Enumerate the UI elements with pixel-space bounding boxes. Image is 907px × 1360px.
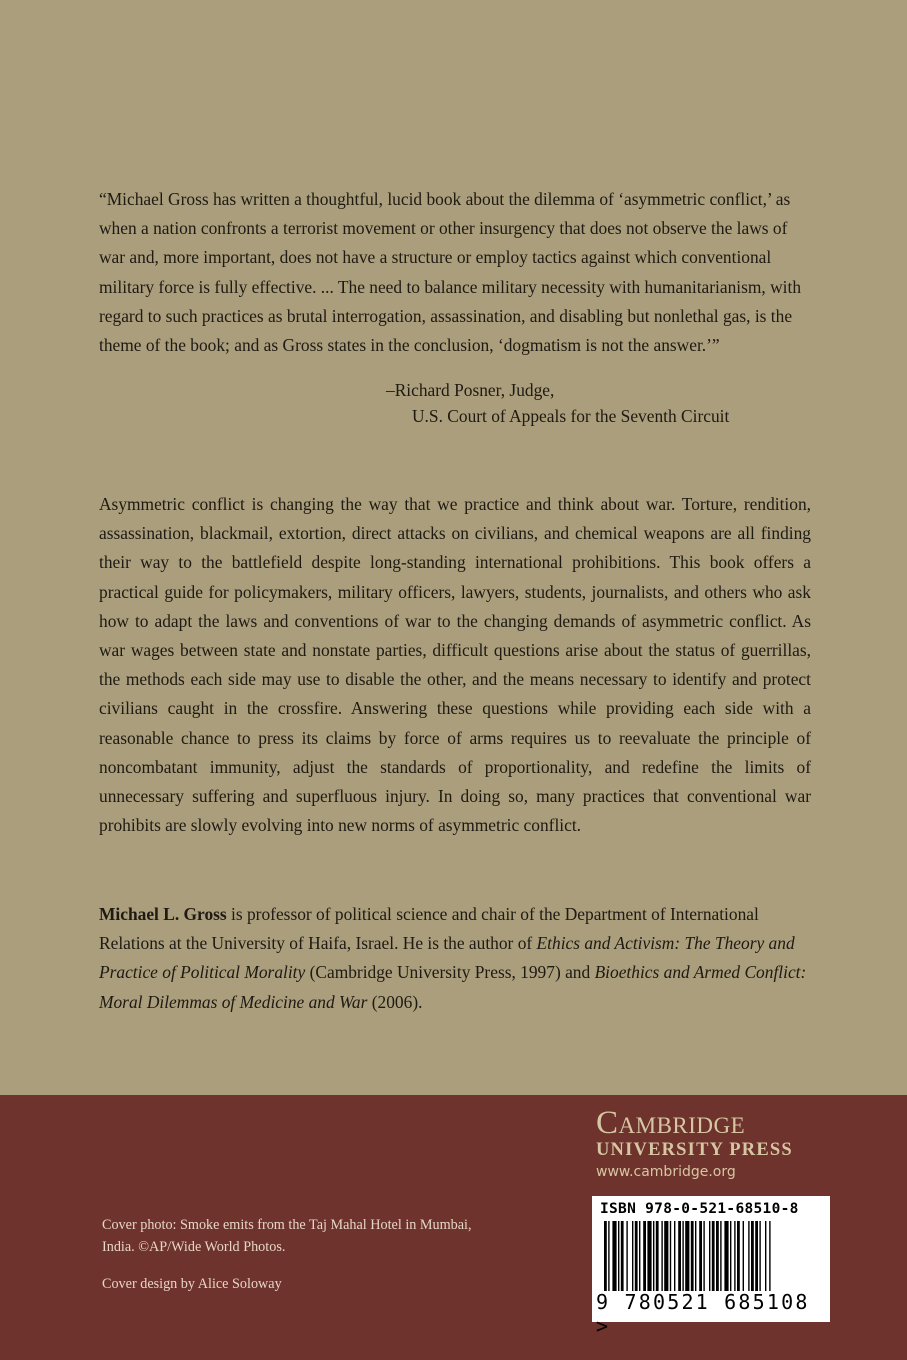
barcode-bar — [769, 1221, 770, 1291]
cover-design-credit: Cover design by Alice Soloway — [102, 1276, 282, 1292]
quote-attribution-title: U.S. Court of Appeals for the Seventh Circuit — [412, 406, 730, 426]
barcode-bar — [670, 1221, 671, 1291]
barcode-bar — [653, 1221, 654, 1291]
barcode-bar — [632, 1221, 633, 1291]
barcode-bar — [674, 1221, 675, 1291]
bio-text-3: (2006). — [367, 991, 423, 1012]
bio-text-1: is professor of political science and chair of the Department of International Relations at the University of Haifa, Israel. He is the author of — [99, 904, 759, 954]
bio-text-2: (Cambridge University Press, 1997) and — [305, 962, 595, 983]
publisher-logo — [596, 1104, 836, 1182]
endorsement-quote: “Michael Gross has written a thoughtful, lucid book about the dilemma of ‘asymmetric conflict,’ as when a nation confronts a terrorist movement or other insurgency that does not observe the laws of war and, more important, does not have a structure or employ tactics against which conventional military force is fully effective. ... The need to balance military necessity with humanitarianism, with regard to such practices as brutal interrogation, assassination, and disabling but nonlethal gas, is the theme of the book; and as Gross states in the conclusion, ‘dogmatism is not the answer.’” — [99, 189, 802, 356]
barcode-bar — [678, 1221, 681, 1291]
barcode-bar — [612, 1221, 616, 1291]
quote-attribution-name: –Richard Posner, Judge, — [386, 380, 555, 400]
barcode-bar — [691, 1221, 694, 1291]
barcode-bar — [699, 1221, 702, 1291]
author-name: Michael L. Gross — [99, 904, 227, 924]
bio-book-2: Bioethics and Armed Conflict: Moral Dilemmas of Medicine and War — [99, 962, 807, 1012]
isbn-digits: 9 780521 685108 > — [596, 1290, 810, 1338]
barcode-bar — [734, 1221, 735, 1291]
barcode-bar — [724, 1221, 728, 1291]
barcode-bar — [748, 1221, 749, 1291]
barcode-bar — [716, 1221, 719, 1291]
cover-photo-credit: Cover photo: Smoke emits from the Taj Mahal Hotel in Mumbai, India. ©AP/Wide World Photos. — [102, 1217, 472, 1255]
barcode-bar — [685, 1221, 689, 1291]
bio-book-1: Ethics and Activism: The Theory and Practice of Political Morality — [99, 933, 795, 983]
barcode-bar — [635, 1221, 638, 1291]
barcode-bar — [709, 1221, 710, 1291]
barcode-bar — [626, 1221, 627, 1291]
barcode-bar — [743, 1221, 744, 1291]
author-bio — [99, 900, 811, 1017]
publisher-url: www.cambridge.org — [596, 1164, 736, 1180]
barcode-bar — [656, 1221, 659, 1291]
barcode-bar — [639, 1221, 640, 1291]
isbn-label: ISBN 978-0-521-68510-8 — [600, 1201, 799, 1217]
barcode-bar — [647, 1221, 651, 1291]
barcode-bar — [664, 1221, 668, 1291]
publisher-name: Cambridge — [596, 1105, 746, 1141]
barcode-bar — [730, 1221, 731, 1291]
barcode-bar — [755, 1221, 758, 1291]
barcode-bar — [621, 1221, 624, 1291]
barcode-bar — [604, 1221, 607, 1291]
barcode-bar — [759, 1221, 760, 1291]
barcode-bar — [720, 1221, 721, 1291]
barcode-bar — [751, 1221, 754, 1291]
barcode-bar — [695, 1221, 696, 1291]
isbn-barcode — [592, 1196, 830, 1338]
barcode-bar — [712, 1221, 715, 1291]
publisher-press: UNIVERSITY PRESS — [596, 1140, 793, 1160]
barcode-bar — [643, 1221, 646, 1291]
barcode-bar — [737, 1221, 740, 1291]
barcode-bar — [703, 1221, 704, 1291]
barcode-bar — [765, 1221, 766, 1291]
barcode-bar — [661, 1221, 662, 1291]
barcode-bars — [604, 1221, 816, 1291]
barcode-bar — [618, 1221, 619, 1291]
barcode-bar — [608, 1221, 609, 1291]
barcode-bar — [682, 1221, 683, 1291]
book-description: Asymmetric conflict is changing the way that we practice and think about war. Torture, rendition, assassination, blackmail, extortion, direct attacks on civilians, and chemical weapons are all finding their way to the battlefield despite long-standing international prohibitions. This book offers a practical guide for policymakers, military officers, lawyers, students, journalists, and others who ask how to adapt the laws and conventions of war to the changing demands of asymmetric conflict. As war wages between state and nonstate parties, difficult questions arise about the status of guerrillas, the methods each side may use to disable the other, and the means necessary to identify and protect civilians caught in the crossfire. Answering these questions while providing each side with a reasonable chance to press its claims by force of arms requires us to reevaluate the principle of noncombatant immunity, adjust the standards of proportionality, and redefine the limits of unnecessary suffering and superfluous injury. In doing so, many practices that conventional war prohibits are slowly evolving into new norms of asymmetric conflict. — [99, 494, 811, 836]
